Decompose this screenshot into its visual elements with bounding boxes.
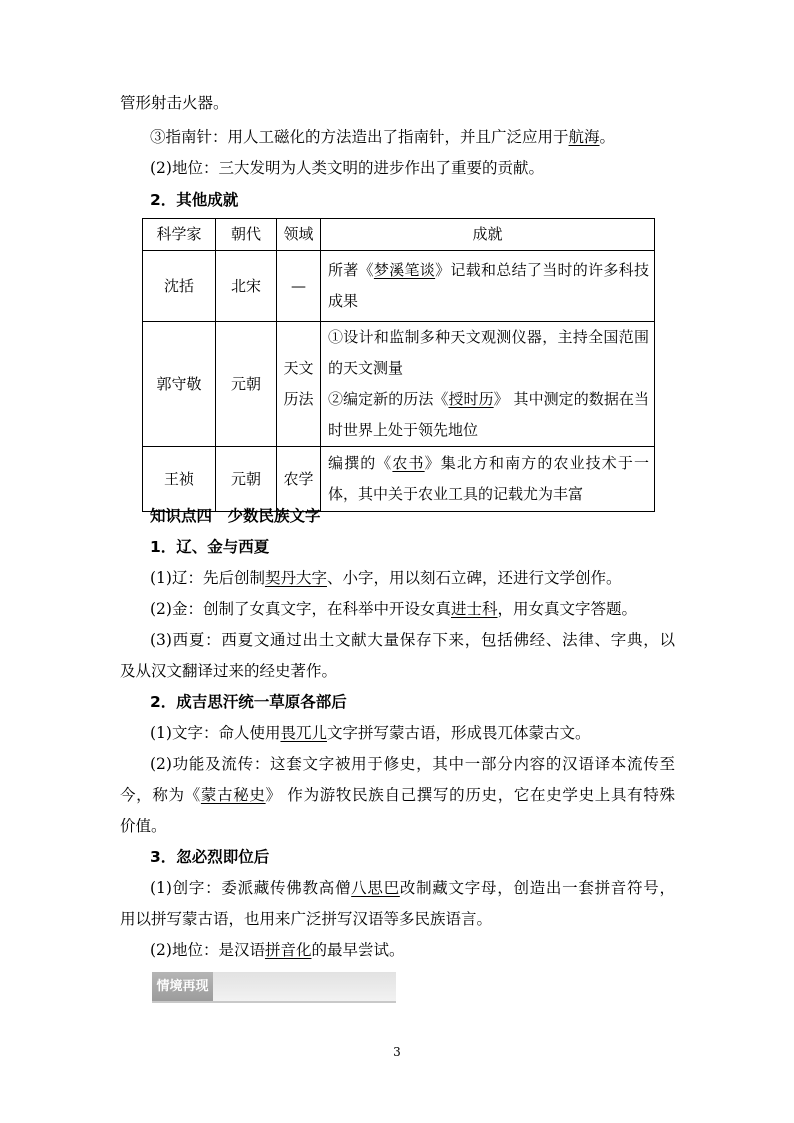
text-segment: ③指南针：用人工磁化的方法造出了指南针，并且广泛应用于 bbox=[150, 128, 569, 146]
paragraph-creation-line-1 bbox=[150, 873, 675, 903]
text-segment: 》记载和总结了当时的许多科技成果 bbox=[328, 261, 649, 310]
paragraph-function-line-3: 价值。 bbox=[120, 817, 167, 835]
underlined-term: 契丹大字 bbox=[264, 569, 327, 587]
cell-field: 农学 bbox=[277, 447, 321, 512]
table-row bbox=[143, 322, 655, 447]
cell-scientist: 王祯 bbox=[143, 447, 216, 512]
paragraph-xixia-line-2: 及从汉文翻译过来的经史著作。 bbox=[120, 662, 338, 680]
text-segment: 的最早尝试。 bbox=[311, 941, 405, 959]
paragraph-creation-line-2: 用以拼写蒙古语，也用来广泛拼写汉语等多民族语言。 bbox=[120, 910, 493, 928]
cell-dynasty: 元朝 bbox=[216, 447, 277, 512]
subheading-liao-jin-xixia: 1．辽、金与西夏 bbox=[150, 538, 270, 556]
scenario-banner bbox=[152, 972, 396, 1003]
column-header-dynasty: 朝代 bbox=[216, 219, 277, 251]
paragraph-position bbox=[150, 935, 405, 965]
text-segment: 今，称为《 bbox=[120, 786, 201, 804]
cell-achievement bbox=[321, 251, 655, 322]
column-header-achievement: 成就 bbox=[321, 219, 655, 251]
underlined-term: 进士科 bbox=[450, 600, 498, 618]
paragraph-function-line-1: (2)功能及流传：这套文字被用于修史，其中一部分内容的汉语译本流传至 bbox=[150, 755, 675, 773]
text-segment: (2)地位：是汉语 bbox=[150, 941, 265, 959]
table-row bbox=[143, 251, 655, 322]
text-segment: (1)辽：先后创制 bbox=[150, 569, 265, 587]
underlined-term: 蒙古秘史 bbox=[200, 786, 266, 804]
text-segment: ②编定新的历法《 bbox=[328, 390, 449, 408]
text-segment: 》 其中测定的数据在当时世界上处于领先地位 bbox=[328, 390, 649, 439]
section-title: 知识点四 少数民族文字 bbox=[150, 507, 321, 525]
paragraph-script bbox=[150, 718, 591, 748]
paragraph-xixia-line-1: (3)西夏：西夏文通过出土文献大量保存下来，包括佛经、法律、字典，以 bbox=[150, 631, 675, 649]
underlined-term: 畏兀儿 bbox=[280, 724, 327, 742]
text-segment: 所著《 bbox=[328, 261, 374, 279]
paragraph-line: 管形射击火器。 bbox=[120, 94, 229, 112]
subheading-other-achievements: 2．其他成就 bbox=[150, 191, 239, 209]
text-segment: 。 bbox=[599, 128, 616, 146]
paragraph-status: (2)地位：三大发明为人类文明的进步作出了重要的贡献。 bbox=[150, 159, 544, 177]
underlined-term: 拼音化 bbox=[264, 941, 312, 959]
cell-scientist: 郭守敬 bbox=[143, 322, 216, 447]
subheading-kublai: 3．忽必烈即位后 bbox=[150, 848, 270, 866]
table-header-row bbox=[143, 219, 655, 251]
achievements-table bbox=[142, 218, 655, 512]
text-segment: ，用女真文字答题。 bbox=[497, 600, 637, 618]
page-number: 3 bbox=[393, 1045, 401, 1059]
cell-achievement bbox=[321, 322, 655, 447]
text-segment: 、小字，用以刻石立碑，还进行文学创作。 bbox=[326, 569, 622, 587]
cell-field: 天文历法 bbox=[277, 322, 321, 447]
text-segment: (1)创字：委派藏传佛教高僧 bbox=[150, 879, 352, 897]
column-header-field: 领域 bbox=[277, 219, 321, 251]
cell-scientist: 沈括 bbox=[143, 251, 216, 322]
cell-achievement bbox=[321, 447, 655, 512]
paragraph-liao bbox=[150, 563, 622, 593]
text-segment: 》 作为游牧民族自己撰写的历史，它在史学史上具有特殊 bbox=[265, 786, 675, 804]
text-segment: 改制藏文字母，创造出一套拼音符号， bbox=[399, 879, 675, 897]
cell-dynasty: 北宋 bbox=[216, 251, 277, 322]
underlined-term: 梦溪笔谈 bbox=[373, 261, 436, 279]
cell-field: — bbox=[277, 251, 321, 322]
text-segment: 文字拼写蒙古语，形成畏兀体蒙古文。 bbox=[326, 724, 591, 742]
cell-dynasty: 元朝 bbox=[216, 322, 277, 447]
paragraph-compass bbox=[150, 122, 615, 152]
text-segment: 》集北方和南方的农业技术于一体，其中关于农业工具的记载尤为丰富 bbox=[328, 454, 649, 503]
subheading-genghis-khan: 2．成吉思汗统一草原各部后 bbox=[150, 693, 347, 711]
column-header-scientist: 科学家 bbox=[143, 219, 216, 251]
text-segment: (1)文字：命人使用 bbox=[150, 724, 281, 742]
underlined-term: 八思巴 bbox=[351, 879, 400, 897]
achievement-item bbox=[328, 384, 649, 446]
paragraph-jin bbox=[150, 594, 637, 624]
underlined-term: 授时历 bbox=[448, 390, 494, 408]
text-segment: (2)金：创制了女真文字，在科举中开设女真 bbox=[150, 600, 451, 618]
paragraph-function-line-2 bbox=[120, 780, 675, 810]
text-segment: 编撰的《 bbox=[328, 454, 393, 472]
achievement-item: ①设计和监制多种天文观测仪器，主持全国范围的天文测量 bbox=[328, 328, 649, 377]
underlined-term: 航海 bbox=[568, 128, 600, 146]
underlined-term: 农书 bbox=[392, 454, 425, 472]
scenario-label: 情境再现 bbox=[152, 972, 213, 1001]
